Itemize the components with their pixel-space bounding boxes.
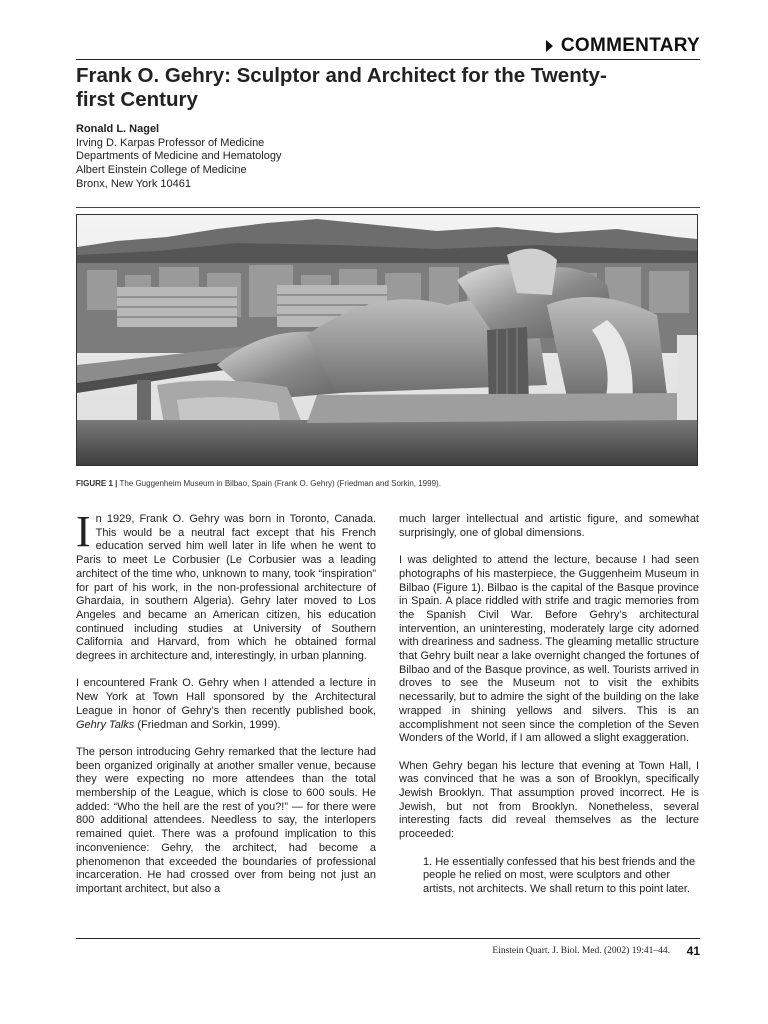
article-title: Frank O. Gehry: Sculptor and Architect for the Twenty-first Century xyxy=(76,64,607,111)
journal-citation: Einstein Quart. J. Biol. Med. (2002) 19:41–44. xyxy=(492,946,670,956)
paragraph-5: I was delighted to attend the lecture, because I had seen photographs of his masterpiece, the Guggenheim Museum in Bilbao (Figure 1). Bilbao is the capital of the Basque province in Spain. A place riddled with strife and tragic memories from the Spanish Civil War. Before Gehry’s architectural intervention, an uninteresting, moderately large city adorned with dreariness and sadness. The gleaming metallic structure that Gehry built near a lake overnight changed the fortunes of Bilbao and of the Basque province, as well. Tourists arrived in droves to see the Museum not to visit the exhibits necessarily, but to admire the sight of the building on the lake wrapped in shining yellows and silvers. This is an accomplishment not seen since the completion of the Seven Wonders of the World, if I am allowed a slight exaggeration. xyxy=(399,554,699,745)
author-affiliation-line: Bronx, New York 10461 xyxy=(76,177,191,190)
drop-cap: I xyxy=(76,507,91,556)
paragraph-2-text: I encountered Frank O. Gehry when I attended a lecture in New York at Town Hall sponsored by the Architectural League in honor of Gehry’s then recently published book, xyxy=(76,677,376,717)
paragraph-1-text: n 1929, Frank O. Gehry was born in Toronto, Canada. This would be a neutral fact except that his French education served him well later in life when he went to Paris to meet Le Corbusier (Le Corbusier was a leading architect of the time who, unknown to many, took “inspiration” for part of his work, in the non-professional architecture of Ghardaia, in southern Algeria). Gehry later moved to Los Angeles and became an American citizen, his education continued including studies at University of Southern California and Harvard, from which he obtained formal degrees in architecture and, interestingly, in urban planning. xyxy=(76,513,376,663)
paragraph-6: When Gehry began his lecture that evening at Town Hall, I was convinced that he was a son of Brooklyn, specifically Jewish Brooklyn. That assumption proved incorrect. He is Jewish, but not from Brooklyn. Nonetheless, several interesting facts did reveal themselves as the lecture proceeded: xyxy=(399,759,699,841)
paragraph-4: much larger intellectual and artistic figure, and somewhat surprisingly, one of global dimensions. xyxy=(399,513,699,539)
figure-label: FIGURE 1 | xyxy=(76,479,118,488)
guggenheim-museum-photo xyxy=(76,214,698,466)
author-affiliation-line: Departments of Medicine and Hematology xyxy=(76,150,282,163)
paragraph-3: The person introducing Gehry remarked that the lecture had been organized originally at another smaller venue, because they were expecting no more attendees than the total membership of the League, which is close to 600 souls. He added: “Who the hell are the rest of you?!” — for there were 800 additional attendees. Needless to say, the interlopers remained quiet. There was a profound implication to this inconvenience: Gehry, the architect, had become a phenomenon that exceeded the boundaries of professional incarceration. He had crossed over from being not just an important architect, but also a xyxy=(76,745,376,895)
book-title: Gehry Talks xyxy=(76,718,135,731)
author-affiliation-line: Irving D. Karpas Professor of Medicine xyxy=(76,136,265,149)
author-affiliation-line: Albert Einstein College of Medicine xyxy=(76,164,247,177)
figure-caption-text: The Guggenheim Museum in Bilbao, Spain (Frank O. Gehry) (Friedman and Sorkin, 1999). xyxy=(119,479,441,488)
page-number: 41 xyxy=(686,944,700,958)
section-tag xyxy=(546,35,700,57)
figure-rule xyxy=(76,207,700,208)
paragraph-2 xyxy=(76,677,376,732)
bottom-rule xyxy=(76,938,700,939)
list-item-1: 1. He essentially confessed that his best friends and the people he relied on most, were sculptors and other artists, not architects. We shall return to this point later. xyxy=(423,855,696,895)
triangle-right-icon xyxy=(546,40,553,52)
paragraph-1 xyxy=(76,507,376,664)
figure-caption xyxy=(76,479,441,488)
section-label: COMMENTARY xyxy=(560,35,700,56)
paragraph-2-end: (Friedman and Sorkin, 1999). xyxy=(134,718,281,731)
author-name: Ronald L. Nagel xyxy=(76,123,160,135)
left-column xyxy=(76,507,376,910)
right-column xyxy=(399,513,699,897)
top-rule xyxy=(76,59,700,60)
author-block xyxy=(76,123,281,192)
